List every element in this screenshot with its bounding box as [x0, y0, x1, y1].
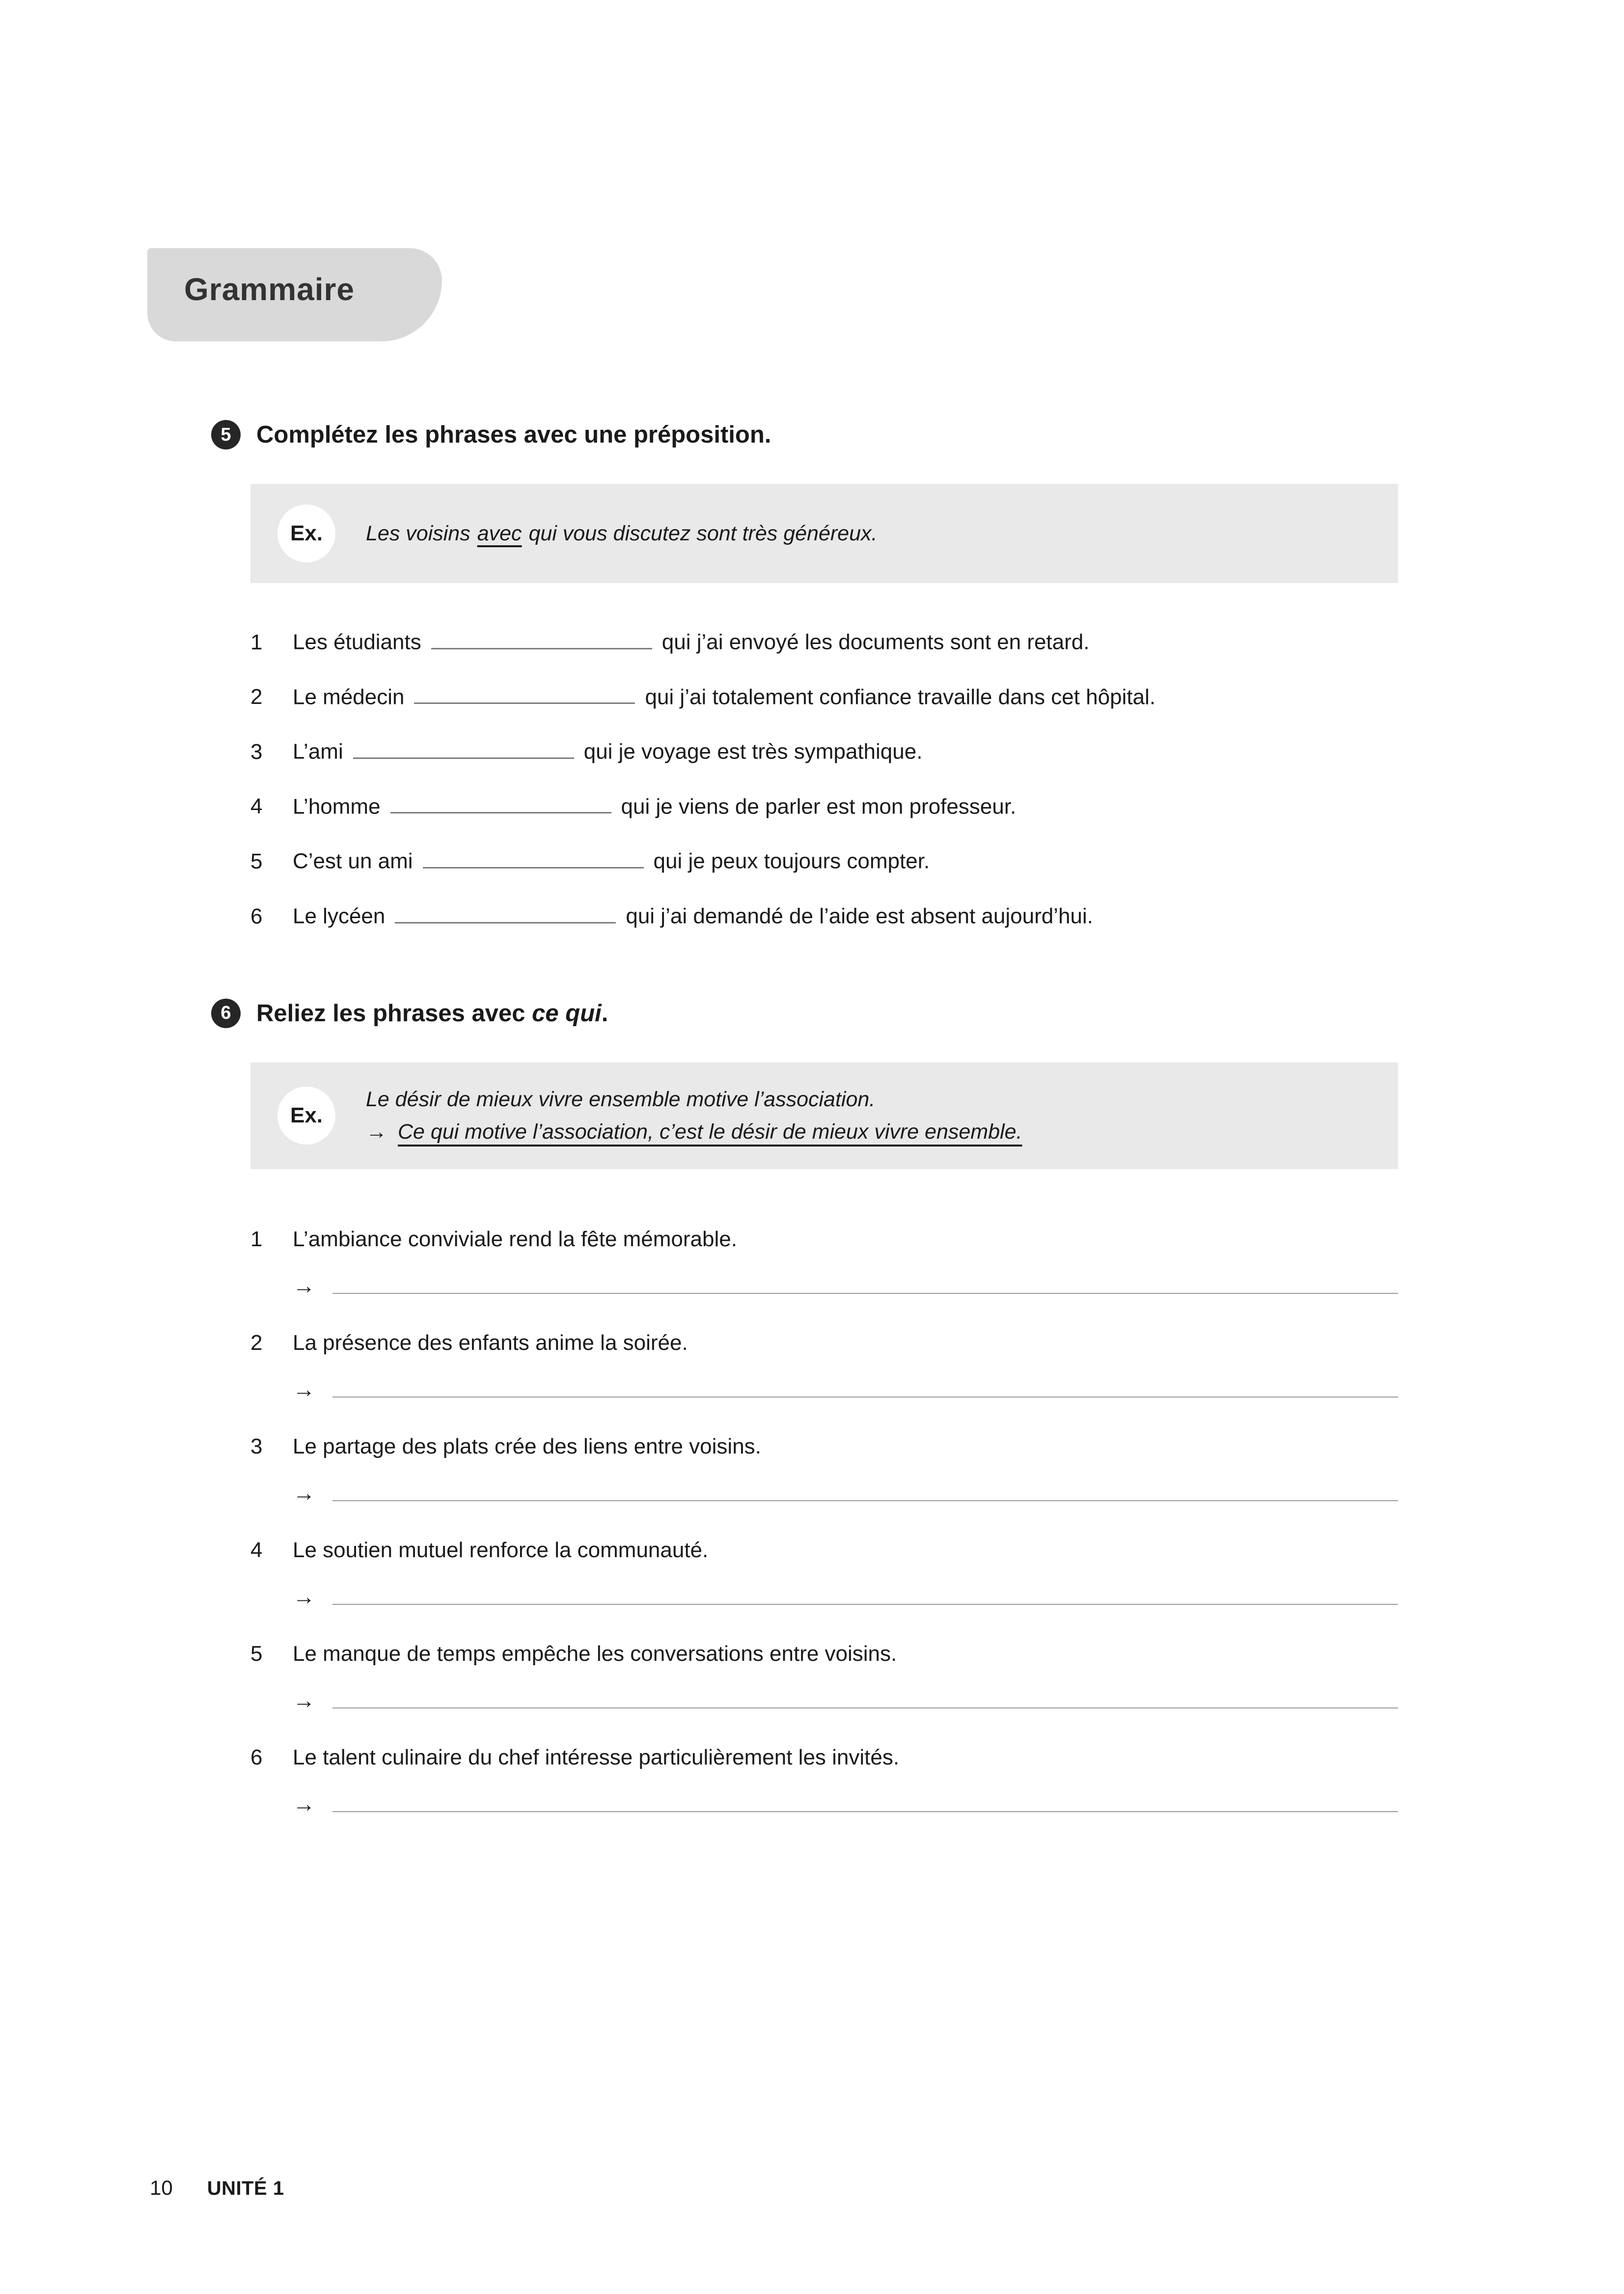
example-sentences: [366, 1083, 1022, 1148]
title-italic-term: ce qui: [532, 1000, 602, 1027]
arrow-symbol: →: [293, 1376, 315, 1402]
item-text: L’ambiance conviviale rend la fête mémorable.: [293, 1227, 737, 1251]
item-sentence-row: [250, 1433, 1398, 1460]
exercise-6-item: [250, 1744, 1398, 1817]
item-text-after: qui j’ai demandé de l’aide est absent aujourd’hui.: [626, 904, 1093, 928]
exercise-5-item: [250, 683, 1398, 711]
item-sentence: [293, 683, 1156, 711]
item-answer-row: [293, 1583, 1398, 1610]
preposition-blank: [414, 683, 635, 704]
exercise-6-item: [250, 1433, 1398, 1506]
exercise-5-item: [250, 902, 1398, 930]
exercise-6-item: [250, 1226, 1398, 1299]
item-text-before: Le médecin: [293, 685, 405, 709]
item-number: 6: [250, 1745, 263, 1769]
item-text-before: Les étudiants: [293, 630, 421, 654]
example-text-after: qui vous discutez sont très généreux.: [528, 521, 878, 545]
item-number: 6: [250, 904, 263, 928]
item-sentence: [293, 738, 922, 765]
exercise-5-heading: [211, 420, 1398, 449]
answer-line: [332, 1288, 1398, 1294]
item-number: 5: [250, 1641, 263, 1666]
exercise-5-example-box: [250, 484, 1398, 583]
exercise-6-items: [250, 1226, 1398, 1817]
item-sentence: [293, 847, 930, 875]
arrow-symbol: →: [293, 1687, 315, 1713]
item-sentence-row: [250, 1537, 1398, 1564]
unit-label: UNITÉ 1: [207, 2178, 284, 2199]
example-label: Ex.: [277, 504, 335, 562]
item-answer-row: [293, 1272, 1398, 1299]
exercise-5: [211, 420, 1398, 930]
exercise-5-items: [250, 628, 1398, 930]
exercise-5-title: Complétez les phrases avec une préposition.: [256, 421, 771, 448]
answer-line: [332, 1599, 1398, 1605]
item-number: 3: [250, 1434, 263, 1458]
item-sentence: [293, 902, 1093, 930]
item-answer-row: [293, 1790, 1398, 1817]
exercise-6-number-badge: 6: [211, 999, 241, 1028]
exercise-6-item: [250, 1640, 1398, 1713]
preposition-blank: [431, 628, 652, 649]
underlined-word: avec: [477, 521, 522, 545]
item-text-after: qui je peux toujours compter.: [653, 849, 930, 873]
item-answer-row: [293, 1687, 1398, 1713]
exercise-6-item: [250, 1329, 1398, 1402]
item-number: 1: [250, 630, 263, 654]
example-sentence: [366, 517, 877, 550]
page-number: 10: [150, 2176, 173, 2199]
item-text-before: L’ami: [293, 739, 343, 764]
item-text: Le soutien mutuel renforce la communauté.: [293, 1538, 709, 1562]
item-number: 5: [250, 849, 263, 873]
item-text-before: Le lycéen: [293, 904, 385, 928]
item-text-after: qui je voyage est très sympathique.: [583, 739, 923, 764]
item-number: 2: [250, 685, 263, 709]
item-sentence-row: [250, 1329, 1398, 1356]
title-period: .: [601, 1000, 608, 1027]
item-text: Le partage des plats crée des liens entre voisins.: [293, 1434, 761, 1458]
item-number: 4: [250, 1538, 263, 1562]
item-answer-row: [293, 1480, 1398, 1506]
exercise-6-title: [256, 1000, 608, 1027]
item-sentence-row: [250, 1226, 1398, 1253]
item-text-after: qui j’ai totalement confiance travaille dans cet hôpital.: [645, 685, 1156, 709]
arrow-symbol: →: [293, 1272, 315, 1298]
example-text-before: Les voisins: [366, 521, 470, 545]
page-footer: [150, 2176, 284, 2200]
arrow-symbol: →: [366, 1120, 387, 1144]
exercise-6-item: [250, 1537, 1398, 1610]
exercise-5-item: [250, 847, 1398, 875]
item-answer-row: [293, 1376, 1398, 1402]
preposition-blank: [390, 793, 611, 814]
section-tab-grammaire: [147, 248, 442, 341]
preposition-blank: [353, 738, 574, 759]
item-sentence-row: [250, 1744, 1398, 1771]
item-sentence-row: [250, 1640, 1398, 1667]
item-text: Le talent culinaire du chef intéresse particulièrement les invités.: [293, 1745, 900, 1769]
example-label: Ex.: [277, 1087, 335, 1145]
item-number: 1: [250, 1227, 263, 1251]
item-text-before: C’est un ami: [293, 849, 413, 873]
title-text: Reliez les phrases avec: [256, 1000, 525, 1027]
exercise-5-item: [250, 738, 1398, 765]
exercise-5-number-badge: 5: [211, 420, 241, 449]
item-sentence: [293, 628, 1089, 656]
exercise-6-example-box: [250, 1063, 1398, 1169]
item-text: La présence des enfants anime la soirée.: [293, 1330, 688, 1355]
item-text-after: qui j’ai envoyé les documents sont en retard.: [661, 630, 1090, 654]
example-line-2: Ce qui motive l’association, c’est le désir de mieux vivre ensemble.: [398, 1120, 1022, 1144]
item-number: 4: [250, 794, 263, 819]
arrow-symbol: →: [293, 1480, 315, 1506]
arrow-symbol: →: [293, 1790, 315, 1817]
answer-line: [332, 1392, 1398, 1398]
answer-line: [332, 1495, 1398, 1501]
item-text: Le manque de temps empêche les conversations entre voisins.: [293, 1641, 897, 1666]
preposition-blank: [395, 902, 616, 923]
item-text-after: qui je viens de parler est mon professeur.: [621, 794, 1017, 819]
page-content: [211, 420, 1398, 1847]
item-number: 3: [250, 739, 263, 764]
answer-line: [332, 1806, 1398, 1812]
arrow-symbol: →: [293, 1583, 315, 1609]
exercise-6: [211, 999, 1398, 1817]
exercise-5-item: [250, 793, 1398, 820]
item-number: 2: [250, 1330, 263, 1355]
item-sentence: [293, 793, 1016, 820]
preposition-blank: [423, 847, 644, 868]
answer-line: [332, 1703, 1398, 1708]
item-text-before: L’homme: [293, 794, 381, 819]
example-line-1: Le désir de mieux vivre ensemble motive l’association.: [366, 1087, 876, 1111]
exercise-5-item: [250, 628, 1398, 656]
section-tab-label: Grammaire: [184, 272, 355, 307]
exercise-6-heading: [211, 999, 1398, 1028]
